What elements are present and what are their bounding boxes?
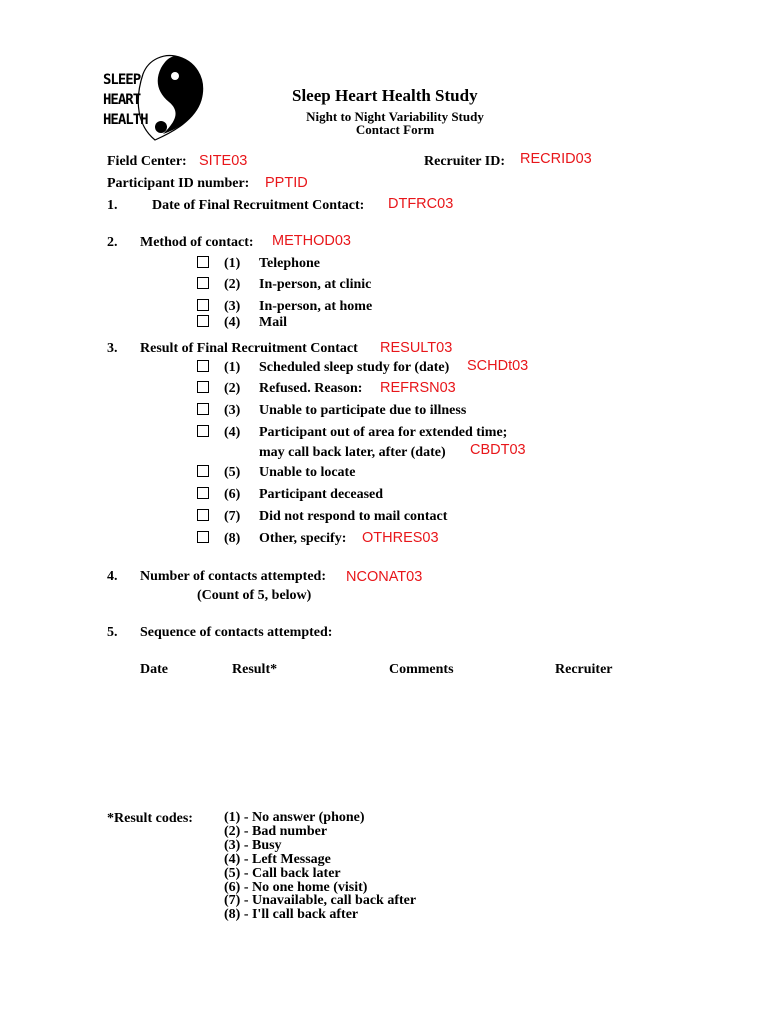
checkbox[interactable] [197,403,209,415]
q1-number: 1. [107,198,118,213]
q4-label: Number of contacts attempted: [140,569,326,584]
logo-line-heart: HEART [103,92,141,108]
option-label: Telephone [259,256,320,271]
checkbox[interactable] [197,360,209,372]
option-number: (1) [224,360,241,375]
option-number: (4) [224,425,241,440]
checkbox[interactable] [197,531,209,543]
option-code[interactable]: REFRSN03 [380,380,456,396]
q1-label: Date of Final Recruitment Contact: [152,198,365,213]
result-codes-list [224,811,416,922]
checkbox[interactable] [197,487,209,499]
form-name: Contact Form [355,122,435,137]
participant-id-code[interactable]: PPTID [265,175,308,191]
sleep-heart-health-logo [103,52,207,144]
checkbox[interactable] [197,277,209,289]
logo-line-sleep: SLEEP [103,72,141,88]
q3-code[interactable]: RESULT03 [380,340,453,356]
page-subtitle: Night to Night Variability Study [306,109,484,124]
option-code[interactable]: CBDT03 [470,442,526,458]
q2-number: 2. [107,235,118,250]
q5-label: Sequence of contacts attempted: [140,625,333,640]
option-label-continued: may call back later, after (date) [259,445,446,460]
checkbox[interactable] [197,425,209,437]
q3-number: 3. [107,341,118,356]
checkbox[interactable] [197,256,209,268]
q4-number: 4. [107,569,118,584]
option-number: (7) [224,509,241,524]
list-item: (2) - Bad number [224,823,328,839]
option-code[interactable]: SCHDt03 [467,358,529,374]
option-label: In-person, at home [259,299,373,314]
q4-code[interactable]: NCONAT03 [346,569,423,585]
option-label: Mail [259,315,287,330]
column-header-recruiter: Recruiter [555,662,613,677]
page-title: Sleep Heart Health Study [292,86,478,105]
option-label: Other, specify: [259,531,347,546]
checkbox[interactable] [197,465,209,477]
list-item: (6) - No one home (visit) [224,879,368,895]
option-number: (2) [224,381,241,396]
option-number: (3) [224,403,241,418]
q2-code[interactable]: METHOD03 [272,233,351,249]
option-number: (8) [224,531,241,546]
column-header-date: Date [140,662,168,677]
option-number: (5) [224,465,241,480]
checkbox[interactable] [197,315,209,327]
option-label: Scheduled sleep study for (date) [259,360,450,375]
list-item: (7) - Unavailable, call back after [224,893,417,909]
option-number: (3) [224,299,241,314]
option-label: Did not respond to mail contact [259,509,448,524]
q4-note: (Count of 5, below) [197,588,312,603]
q1-code[interactable]: DTFRC03 [388,196,454,212]
participant-id-label: Participant ID number: [107,176,250,191]
option-label: Participant deceased [259,487,384,502]
q5-number: 5. [107,625,118,640]
list-item: (3) - Busy [224,837,282,853]
logo-line-health: HEALTH [103,112,148,128]
option-number: (4) [224,315,241,330]
recruiter-id-label: Recruiter ID: [424,154,505,169]
option-label: In-person, at clinic [259,277,372,292]
option-label: Refused. Reason: [259,381,363,396]
q2-label: Method of contact: [140,235,254,250]
recruiter-id-code[interactable]: RECRID03 [520,151,592,167]
column-header-comments: Comments [389,662,454,677]
checkbox[interactable] [197,509,209,521]
option-number: (1) [224,256,241,271]
q3-label: Result of Final Recruitment Contact [140,341,358,356]
list-item: (4) - Left Message [224,851,331,867]
option-label: Participant out of area for extended time; [259,425,508,440]
list-item: (1) - No answer (phone) [224,810,365,825]
field-center-code[interactable]: SITE03 [199,153,248,169]
option-label: Unable to participate due to illness [259,403,467,418]
checkbox[interactable] [197,381,209,393]
option-code[interactable]: OTHRES03 [362,530,439,546]
result-codes-label: *Result codes: [107,811,193,826]
list-item: (5) - Call back later [224,865,341,881]
list-item: (8) - I'll call back after [224,907,359,923]
column-header-result: Result* [232,662,278,677]
field-center-label: Field Center: [107,154,187,169]
option-number: (2) [224,277,241,292]
option-number: (6) [224,487,241,502]
option-label: Unable to locate [259,465,356,480]
checkbox[interactable] [197,299,209,311]
